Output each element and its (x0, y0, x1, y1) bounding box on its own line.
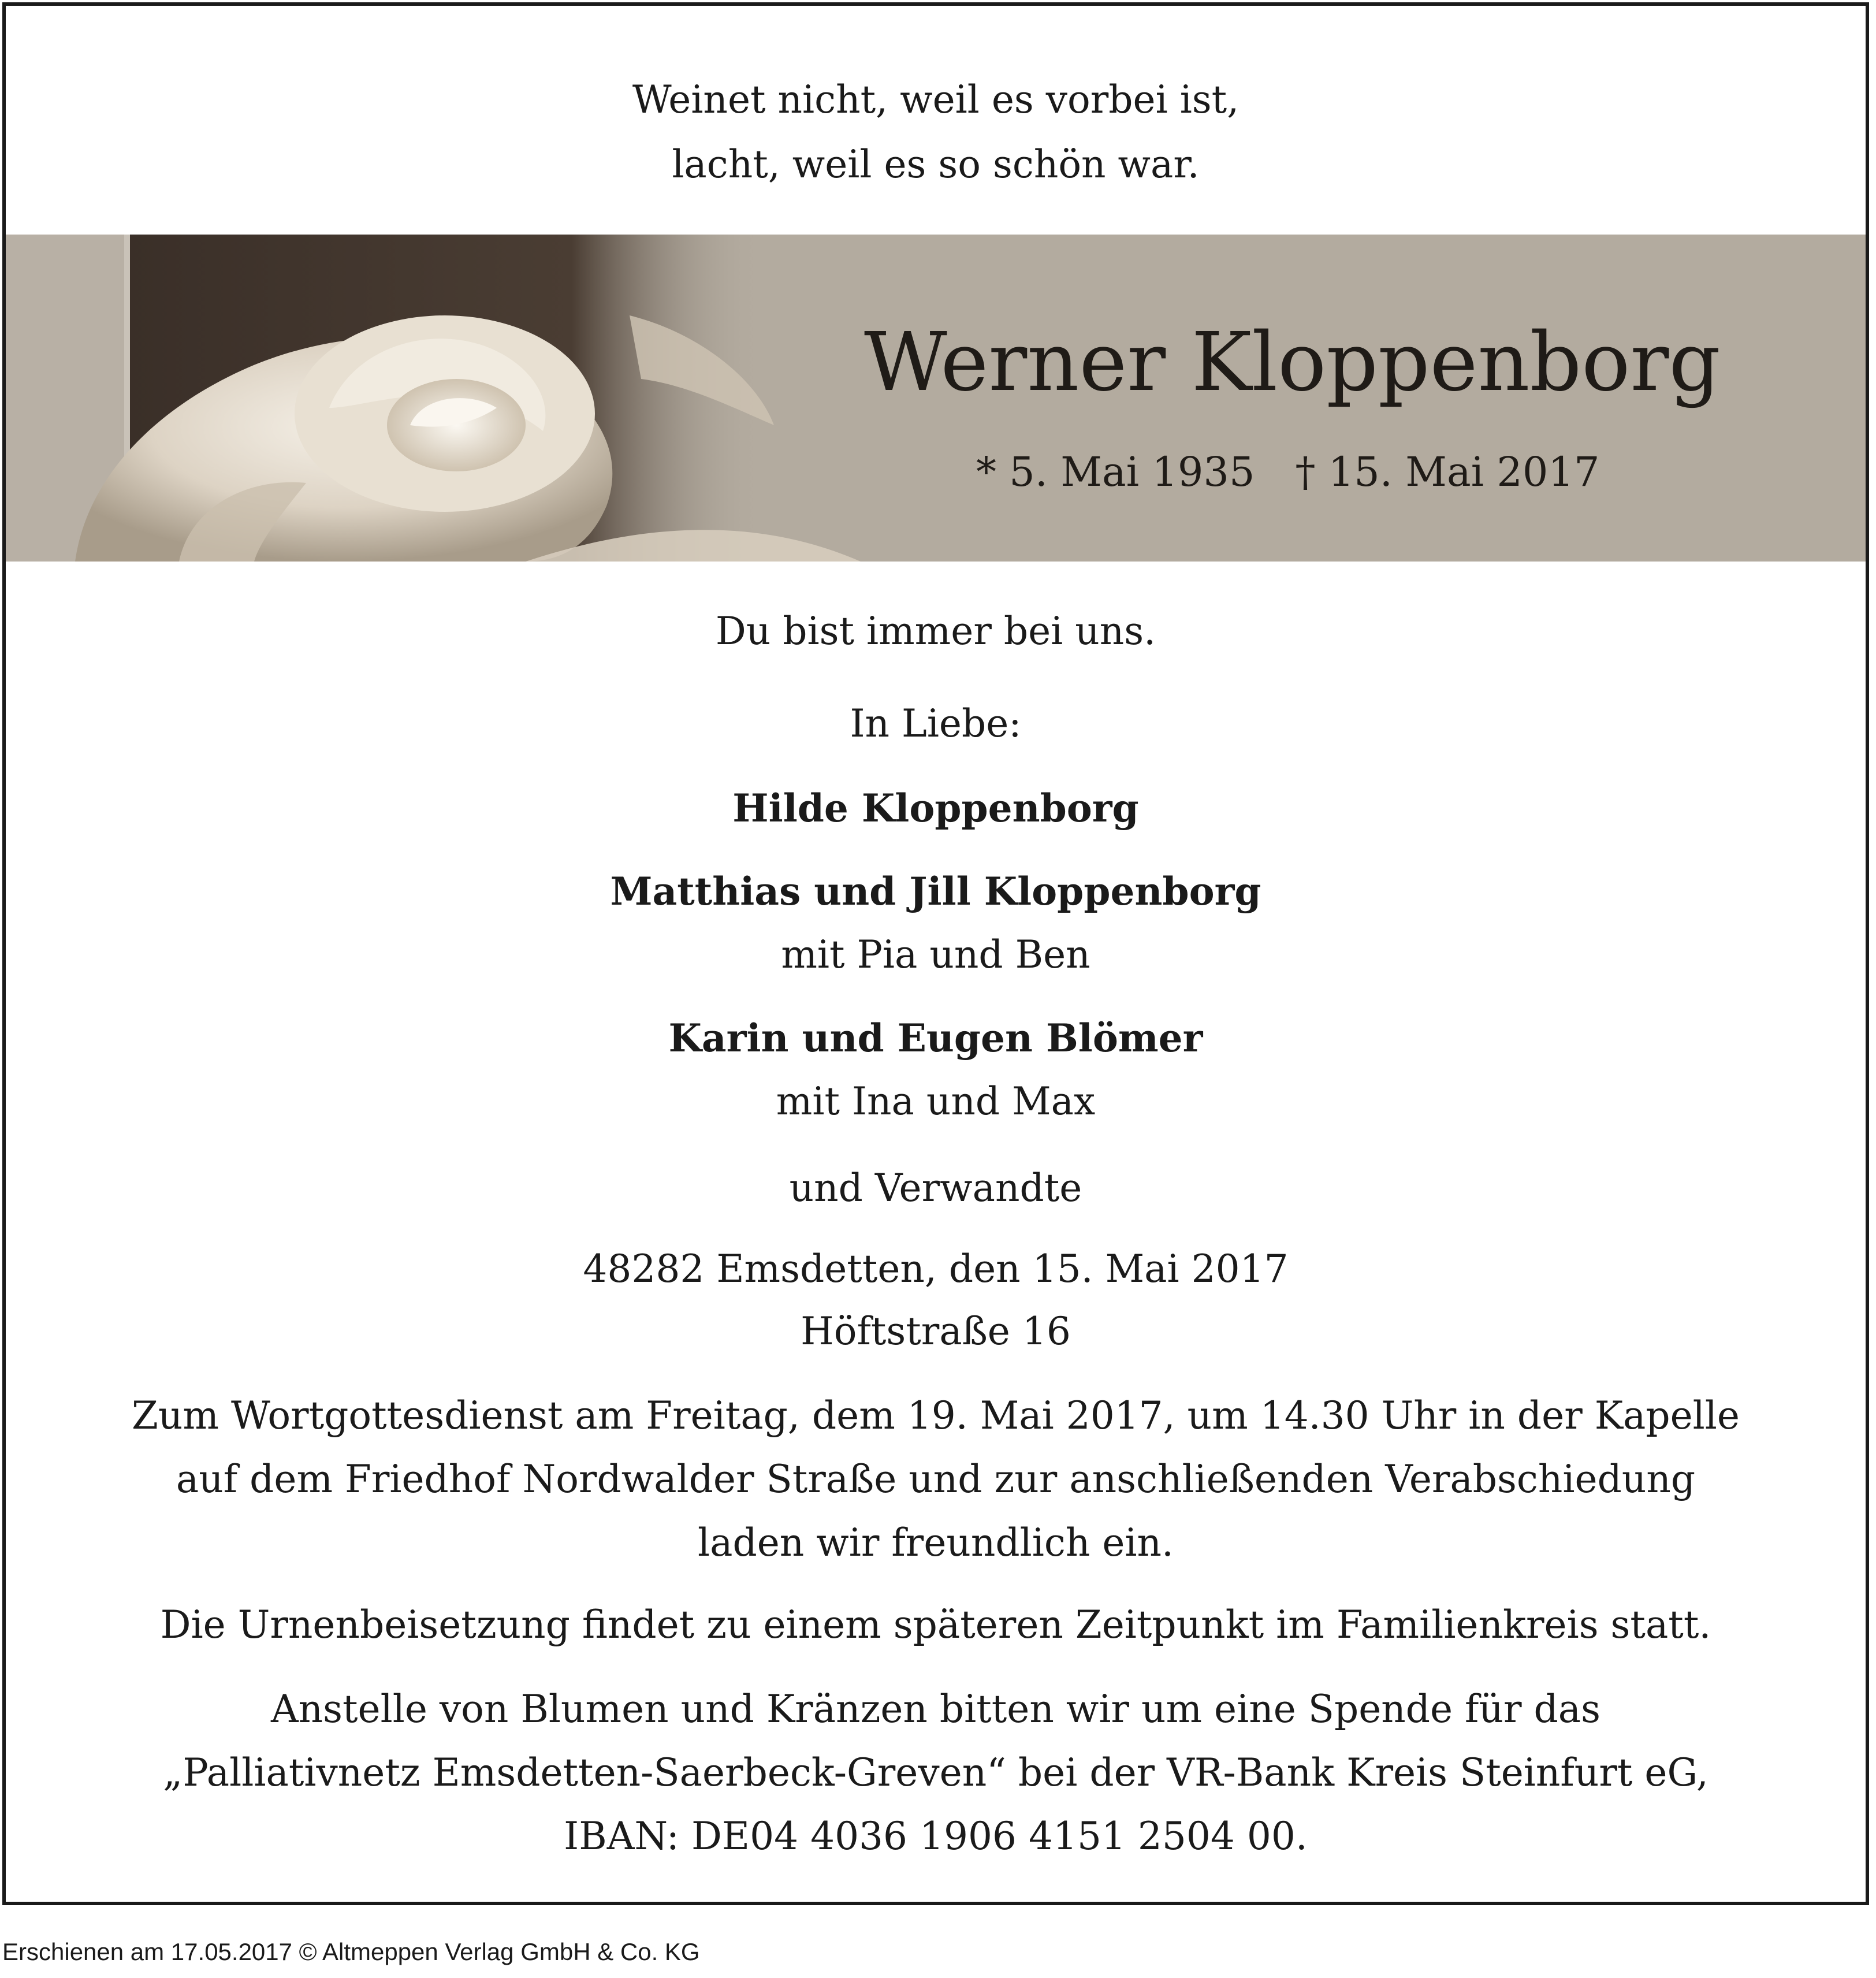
name-banner (6, 235, 1866, 562)
service-line-2: auf dem Friedhof Nordwalder Straße und zur anschließenden Verabschiedung (176, 1457, 1696, 1501)
mourner-3: Karin und Eugen Blömer (668, 1016, 1203, 1061)
relatives: und Verwandte (789, 1166, 1082, 1210)
service-line-3: laden wir freundlich ein. (697, 1520, 1174, 1565)
in-love-label: In Liebe: (850, 701, 1022, 746)
service-line-1: Zum Wortgottesdienst am Freitag, dem 19. Mai 2017, um 14.30 Uhr in der Kapelle (132, 1393, 1740, 1438)
life-dates (976, 448, 1600, 496)
donation-line-1: Anstelle von Blumen und Kränzen bitten wir um eine Spende für das (270, 1687, 1600, 1731)
donation-line-2: „Palliativnetz Emsdetten-Saerbeck-Greven“ bei der VR-Bank Kreis Steinfurt eG, (163, 1750, 1708, 1795)
deceased-name: Werner Kloppenborg (864, 315, 1721, 410)
street-address: Höftstraße 16 (801, 1309, 1071, 1354)
mourner-2: Matthias und Jill Kloppenborg (610, 869, 1261, 914)
mourner-3-children: mit Ina und Max (776, 1079, 1096, 1124)
urn-burial-note: Die Urnenbeisetzung findet zu einem späteren Zeitpunkt im Familienkreis statt. (160, 1603, 1711, 1647)
message: Du bist immer bei uns. (715, 609, 1156, 653)
motto-line-1: Weinet nicht, weil es vorbei ist, (632, 77, 1240, 122)
rose-photo-icon (6, 235, 988, 562)
mourner-1: Hilde Kloppenborg (732, 786, 1139, 831)
mourner-2-children: mit Pia und Ben (781, 932, 1090, 977)
obituary-notice (2, 2, 1869, 1905)
motto-line-2: lacht, weil es so schön war. (672, 142, 1200, 187)
place-date: 48282 Emsdetten, den 15. Mai 2017 (583, 1247, 1289, 1291)
birth-date: * 5. Mai 1935 (976, 448, 1255, 496)
publication-footer: Erschienen am 17.05.2017 © Altmeppen Verlag GmbH & Co. KG (2, 1938, 700, 1965)
death-date: † 15. Mai 2017 (1295, 448, 1600, 496)
donation-iban: IBAN: DE04 4036 1906 4151 2504 00. (564, 1814, 1308, 1858)
